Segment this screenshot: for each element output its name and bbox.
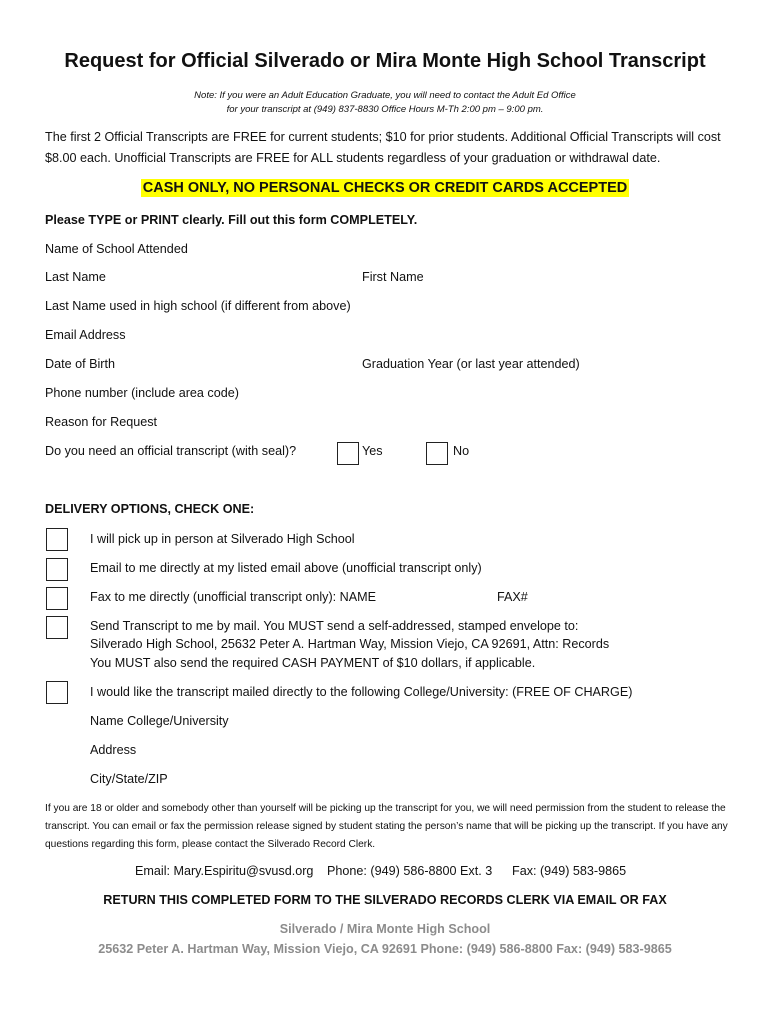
- fax-option-checkbox[interactable]: [46, 587, 68, 610]
- pricing-intro: The first 2 Official Transcripts are FREE for current students; $10 for prior students. Additional Official Transcripts will cost $8.00 each. Unofficial Transcripts are FREE for ALL students regardless of your graduation or withdrawal date.: [45, 130, 721, 165]
- college-city-label: City/State/ZIP: [90, 772, 168, 786]
- college-address-label: Address: [90, 743, 137, 757]
- contact-email: Email: Mary.Espiritu@svusd.org: [135, 864, 314, 878]
- mail-option-line3: You MUST also send the required CASH PAYMENT of $10 dollars, if applicable.: [90, 656, 536, 670]
- official-yes-checkbox[interactable]: [337, 442, 359, 465]
- cash-only-notice: [0, 179, 770, 197]
- email-label: Email Address: [45, 328, 126, 342]
- page-title: Request for Official Silverado or Mira Monte High School Transcript: [64, 50, 706, 72]
- delivery-heading: DELIVERY OPTIONS, CHECK ONE:: [45, 502, 255, 516]
- email-option-label: Email to me directly at my listed email above (unofficial transcript only): [90, 561, 482, 575]
- adult-ed-note-line2: for your transcript at (949) 837-8830 Office Hours M-Th 2:00 pm – 9:00 pm.: [226, 104, 544, 115]
- cash-only-text: CASH ONLY, NO PERSONAL CHECKS OR CREDIT CARDS ACCEPTED: [142, 180, 628, 196]
- fax-option-label: Fax to me directly (unofficial transcript only): NAME: [90, 590, 377, 604]
- grad-year-label: Graduation Year (or last year attended): [362, 357, 580, 371]
- contact-phone: Phone: (949) 586-8800 Ext. 3: [327, 864, 493, 878]
- footer-school-name: Silverado / Mira Monte High School: [279, 922, 491, 936]
- official-question-label: Do you need an official transcript (with seal)?: [45, 444, 297, 458]
- footer-address: 25632 Peter A. Hartman Way, Mission Viejo, CA 92691 Phone: (949) 586-8800 Fax: (949) 583-9865: [98, 942, 672, 956]
- instruction-text: Please TYPE or PRINT clearly. Fill out this form COMPLETELY.: [45, 213, 418, 227]
- fax-number-label: FAX#: [497, 590, 528, 604]
- pickup-label: I will pick up in person at Silverado High School: [90, 532, 355, 546]
- permission-paragraph: If you are 18 or older and somebody other than yourself will be picking up the transcript for you, we will need permission from the student to release the transcript. You can email or fax the permission release signed by student stating the person’s name that will be picking up the transcript. If you have any questions regarding this form, please contact the Silverado Record Clerk.: [45, 803, 728, 850]
- mail-option-line2: Silverado High School, 25632 Peter A. Hartman Way, Mission Viejo, CA 92691, Attn: Records: [90, 637, 610, 651]
- school-label: Name of School Attended: [45, 242, 188, 256]
- adult-ed-note-line1: Note: If you were an Adult Education Graduate, you will need to contact the Adult Ed Office: [194, 90, 576, 101]
- first-name-label: First Name: [362, 270, 424, 284]
- phone-label: Phone number (include area code): [45, 386, 239, 400]
- mail-option-line1: Send Transcript to me by mail. You MUST send a self-addressed, stamped envelope to:: [90, 619, 579, 633]
- reason-label: Reason for Request: [45, 415, 158, 429]
- college-option-checkbox[interactable]: [46, 681, 68, 704]
- pickup-checkbox[interactable]: [46, 528, 68, 551]
- return-notice: RETURN THIS COMPLETED FORM TO THE SILVERADO RECORDS CLERK VIA EMAIL OR FAX: [103, 893, 667, 907]
- contact-fax: Fax: (949) 583-9865: [512, 864, 627, 878]
- college-name-label: Name College/University: [90, 714, 229, 728]
- official-no-label: No: [453, 444, 470, 458]
- last-name-label: Last Name: [45, 270, 106, 284]
- mail-option-checkbox[interactable]: [46, 616, 68, 639]
- official-yes-label: Yes: [362, 444, 383, 458]
- email-option-checkbox[interactable]: [46, 558, 68, 581]
- official-no-checkbox[interactable]: [426, 442, 448, 465]
- hs-last-name-label: Last Name used in high school (if different from above): [45, 299, 351, 313]
- college-option-label: I would like the transcript mailed directly to the following College/University: (FREE OF CHARGE): [90, 685, 633, 699]
- dob-label: Date of Birth: [45, 357, 115, 371]
